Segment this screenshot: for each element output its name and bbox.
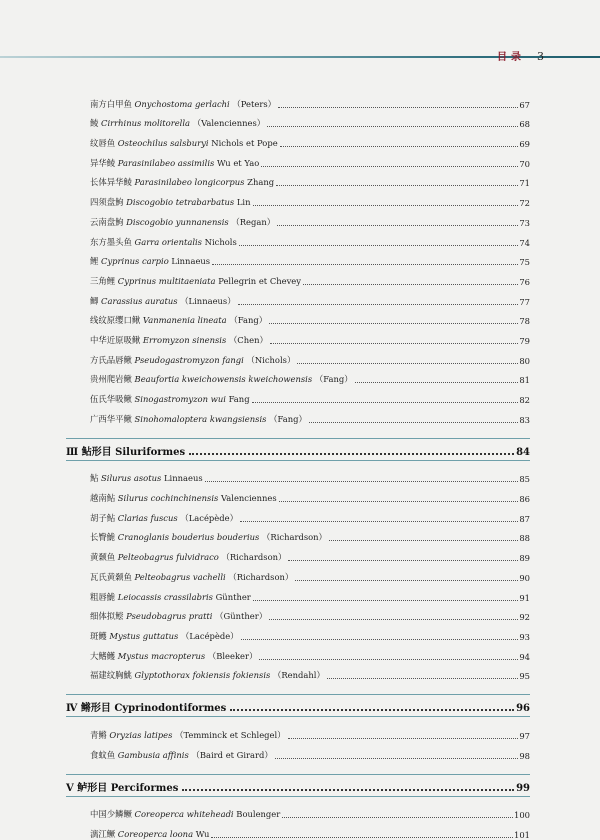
- entry-page-number: 80: [519, 355, 530, 366]
- running-head: [497, 48, 544, 63]
- dot-leader: [297, 363, 518, 364]
- entry-author: （Temminck et Schlegel）: [175, 729, 286, 740]
- entry-scientific-name: Cranoglanis bouderius bouderius: [117, 532, 260, 543]
- section-heading-text: [66, 699, 226, 714]
- entry-author: （Lacépède）: [180, 630, 239, 641]
- entry-scientific-name: Pseudogastromyzon fangi: [134, 354, 244, 365]
- dot-leader: [275, 758, 519, 759]
- entry-author: Pellegrin et Chevey: [218, 275, 301, 286]
- entry-chinese-name: 贵州爬岩鳅: [90, 374, 132, 385]
- entry-page-number: 91: [519, 592, 530, 603]
- entry-author: （Richardson）: [228, 571, 294, 582]
- entry-author: （Fang）: [269, 413, 307, 424]
- entry-scientific-name: Coreoperca whiteheadi: [134, 809, 234, 820]
- section-latin-name: Siluriformes: [115, 446, 186, 458]
- entry-author: （Günther）: [215, 611, 268, 622]
- entry-chinese-name: 长臀鮠: [90, 532, 116, 543]
- section-rule: [66, 796, 530, 797]
- toc-entry[interactable]: [66, 267, 530, 287]
- toc-entry[interactable]: [66, 346, 530, 366]
- entry-text: [90, 591, 251, 603]
- entry-text: [90, 137, 278, 149]
- entry-page-number: 93: [519, 631, 530, 642]
- toc-entry[interactable]: [66, 820, 530, 840]
- entry-page-number: 79: [519, 335, 530, 346]
- toc-entry[interactable]: [66, 484, 530, 504]
- entry-scientific-name: Parasinilabeo longicorpus: [134, 177, 245, 188]
- toc-entry[interactable]: [66, 385, 530, 405]
- entry-chinese-name: 鲇: [90, 473, 99, 484]
- entry-scientific-name: Discogobio tetrabarbatus: [126, 197, 235, 208]
- entry-author: （Fang）: [314, 374, 353, 385]
- section-rule: [66, 460, 530, 461]
- entry-page-number: 86: [519, 494, 530, 505]
- entry-scientific-name: Silurus cochinchinensis: [117, 493, 219, 504]
- dot-leader: [288, 738, 519, 739]
- dot-leader: [279, 501, 519, 502]
- dot-leader: [267, 126, 518, 127]
- dot-leader: [230, 709, 514, 711]
- section-heading-text: [66, 443, 185, 458]
- entry-page-number: 92: [519, 612, 530, 623]
- entry-scientific-name: Onychostoma gerlachi: [134, 98, 230, 109]
- toc-entry[interactable]: [66, 287, 530, 307]
- entry-scientific-name: Carassius auratus: [101, 295, 178, 306]
- section-heading[interactable]: [66, 439, 530, 458]
- entry-chinese-name: 方氏品唇鳅: [90, 354, 132, 365]
- toc-entry[interactable]: [66, 110, 530, 130]
- entry-author: （Chen）: [228, 334, 268, 345]
- entry-page-number: 85: [519, 474, 530, 485]
- entry-scientific-name: Parasinilabeo assimilis: [117, 157, 215, 168]
- section-latin-name: Perciformes: [110, 782, 179, 794]
- entry-scientific-name: Leiocassis crassilabris: [117, 591, 213, 602]
- entry-text: [90, 176, 274, 188]
- entry-scientific-name: Cyprinus carpio: [101, 256, 169, 267]
- entry-text: [90, 275, 301, 287]
- entry-scientific-name: Glyptothorax fokiensis fokiensis: [134, 670, 271, 681]
- entry-author: （Fang）: [229, 315, 268, 326]
- toc-entry[interactable]: [66, 405, 530, 425]
- section-heading[interactable]: [66, 775, 530, 794]
- entry-scientific-name: Pelteobagrus vachelli: [134, 571, 226, 582]
- entry-scientific-name: Cyprinus multitaeniata: [117, 275, 216, 286]
- entry-chinese-name: 四须盘鮈: [90, 197, 124, 208]
- toc-entry[interactable]: [66, 465, 530, 485]
- entry-scientific-name: Pseudobagrus pratti: [126, 611, 213, 622]
- section-page-number: 96: [516, 703, 530, 715]
- entry-scientific-name: Erromyzon sinensis: [142, 334, 227, 345]
- section-page-number: 84: [516, 446, 530, 458]
- toc-entry[interactable]: [66, 543, 530, 563]
- toc-entry[interactable]: [66, 801, 530, 821]
- dot-leader: [253, 205, 519, 206]
- entry-chinese-name: 中华近原吸鳅: [90, 334, 141, 345]
- toc-entry[interactable]: [66, 622, 530, 642]
- entry-scientific-name: Mystus macropterus: [117, 650, 206, 661]
- dot-leader: [253, 600, 519, 601]
- entry-page-number: 87: [519, 513, 530, 524]
- entry-text: [90, 196, 251, 208]
- entry-chinese-name: 纹唇鱼: [90, 138, 116, 149]
- entry-author: Zhang: [247, 177, 275, 188]
- entry-page-number: 72: [519, 198, 530, 209]
- section-numeral: Ⅴ: [66, 782, 74, 794]
- section-heading[interactable]: [66, 695, 530, 714]
- entry-chinese-name: 鲤: [90, 256, 99, 267]
- toc-entry[interactable]: [66, 90, 530, 110]
- entry-author: （Lacépède）: [180, 512, 238, 523]
- dot-leader: [240, 521, 518, 522]
- entry-author: （Linnaeus）: [180, 295, 236, 306]
- entry-author: （Bleeker）: [207, 650, 258, 661]
- section-divider: [66, 681, 530, 695]
- entry-chinese-name: 伍氏华吸鳅: [90, 394, 132, 404]
- dot-leader: [211, 837, 513, 838]
- entry-chinese-name: 食蚊鱼: [90, 749, 116, 760]
- entry-author: Linnaeus: [171, 256, 211, 267]
- entry-page-number: 74: [519, 237, 530, 248]
- entry-text: [90, 354, 295, 366]
- entry-chinese-name: 青鳉: [90, 729, 107, 740]
- entry-scientific-name: Mystus guttatus: [109, 630, 179, 641]
- toc-entry[interactable]: [66, 662, 530, 682]
- entry-page-number: 71: [519, 178, 530, 189]
- dot-leader: [205, 481, 519, 482]
- toc-entry[interactable]: [66, 603, 530, 623]
- toc-section: [66, 439, 530, 682]
- toc-entry[interactable]: [66, 741, 530, 761]
- entry-text: [90, 216, 275, 228]
- entry-scientific-name: Coreoperca loona: [117, 829, 194, 839]
- entry-page-number: 97: [519, 730, 530, 741]
- entry-chinese-name: 线纹原缨口鳅: [90, 315, 141, 326]
- entry-chinese-name: 细体拟鲿: [90, 611, 124, 622]
- entry-chinese-name: 异华鲮: [90, 157, 116, 168]
- header-page-number: 3: [537, 50, 544, 63]
- entry-scientific-name: Garra orientalis: [134, 236, 202, 247]
- toc-entry[interactable]: [66, 228, 530, 248]
- entry-page-number: 75: [519, 257, 530, 268]
- entry-text: [90, 472, 203, 484]
- entry-chinese-name: 长体异华鲮: [90, 177, 132, 188]
- section-chinese-name: 鳉形目: [80, 703, 111, 715]
- entry-page-number: 76: [519, 276, 530, 287]
- entry-text: [90, 98, 276, 110]
- entry-text: [90, 729, 286, 741]
- dot-leader: [278, 107, 518, 108]
- entry-author: （Regan）: [231, 216, 276, 227]
- toc-section: [66, 695, 530, 760]
- entry-page-number: 68: [519, 119, 530, 130]
- entry-scientific-name: Gambusia affinis: [117, 749, 189, 760]
- entry-text: [90, 295, 236, 307]
- dot-leader: [239, 245, 519, 246]
- entry-chinese-name: 瓦氏黄颡鱼: [90, 571, 132, 582]
- dot-leader: [269, 323, 518, 324]
- entry-page-number: 94: [519, 651, 530, 662]
- entry-text: [90, 314, 267, 326]
- entry-author: Fang: [228, 394, 250, 404]
- dot-leader: [327, 678, 519, 679]
- section-numeral: Ⅲ: [66, 446, 79, 458]
- entry-chinese-name: 南方白甲鱼: [90, 98, 132, 109]
- entry-page-number: 83: [519, 414, 530, 425]
- entry-author: （Baird et Girard）: [191, 749, 273, 760]
- entry-chinese-name: 云南盘鮈: [90, 216, 124, 227]
- dot-leader: [282, 817, 513, 818]
- entry-scientific-name: Cirrhinus molitorella: [101, 118, 191, 129]
- entry-chinese-name: 胡子鲇: [90, 512, 116, 523]
- entry-author: Nichols et Pope: [211, 138, 278, 149]
- dot-leader: [295, 580, 518, 581]
- entry-text: [90, 630, 239, 642]
- entry-chinese-name: 三角鲤: [90, 275, 116, 286]
- entry-page-number: 98: [519, 750, 530, 761]
- entry-author: Lin: [236, 197, 251, 208]
- entry-scientific-name: Clarias fuscus: [117, 512, 178, 523]
- entry-page-number: 70: [519, 158, 530, 169]
- toc-entry[interactable]: [66, 583, 530, 603]
- dot-leader: [241, 639, 519, 640]
- entry-page-number: 101: [514, 830, 530, 840]
- entry-scientific-name: Beaufortia kweichowensis kweichowensis: [134, 374, 313, 385]
- entry-text: [90, 531, 327, 543]
- entry-text: [90, 828, 209, 840]
- section-chinese-name: 鲈形目: [77, 782, 108, 794]
- toc-entry[interactable]: [66, 129, 530, 149]
- toc-entry[interactable]: [66, 326, 530, 346]
- entry-page-number: 82: [519, 395, 530, 405]
- dot-leader: [238, 304, 519, 305]
- entry-text: [90, 157, 259, 169]
- entry-chinese-name: 福建纹胸鮡: [90, 670, 132, 681]
- dot-leader: [259, 659, 518, 660]
- entry-author: Günther: [215, 591, 251, 602]
- entry-page-number: 73: [519, 217, 530, 228]
- entry-author: （Richardson）: [262, 532, 327, 543]
- entry-text: [90, 236, 237, 248]
- entry-page-number: 78: [519, 316, 530, 327]
- dot-leader: [277, 225, 518, 226]
- toc-entry[interactable]: [66, 169, 530, 189]
- entry-text: [90, 492, 277, 504]
- section-rule: [66, 716, 530, 717]
- dot-leader: [212, 264, 518, 265]
- toc-entry[interactable]: [66, 721, 530, 741]
- entry-page-number: 89: [519, 553, 530, 564]
- entry-chinese-name: 漓江鳜: [90, 829, 116, 839]
- section-latin-name: Cyprinodontiformes: [114, 703, 227, 715]
- entry-text: [90, 373, 353, 385]
- dot-leader: [280, 146, 519, 147]
- entry-page-number: 77: [519, 296, 530, 307]
- dot-leader: [261, 166, 518, 167]
- dot-leader: [303, 284, 518, 285]
- entry-text: [90, 551, 286, 563]
- entry-chinese-name: 越南鲇: [90, 493, 116, 504]
- entry-chinese-name: 中国少鳞鳜: [90, 809, 132, 820]
- entry-chinese-name: 黄颡鱼: [90, 552, 116, 563]
- section-chinese-name: 鲇形目: [81, 446, 112, 458]
- dot-leader: [276, 185, 518, 186]
- entry-author: （Nichols）: [246, 354, 296, 365]
- section-divider: [66, 761, 530, 775]
- entry-page-number: 95: [519, 671, 530, 682]
- entry-scientific-name: Osteochilus salsburyi: [117, 138, 209, 149]
- toc-entry[interactable]: [66, 504, 530, 524]
- entry-text: [90, 808, 280, 820]
- entry-author: Linnaeus: [163, 473, 203, 484]
- dot-leader: [355, 382, 519, 383]
- entry-author: Nichols: [204, 236, 237, 247]
- dot-leader: [269, 619, 518, 620]
- entry-page-number: 100: [514, 810, 530, 821]
- entry-text: [90, 571, 293, 583]
- entry-text: [90, 610, 267, 622]
- entry-text: [90, 413, 307, 425]
- toc-entry[interactable]: [66, 208, 530, 228]
- entry-chinese-name: 广西华平鳅: [90, 413, 132, 424]
- entry-text: [90, 393, 250, 405]
- entry-scientific-name: Sinogastromyzon wui: [134, 394, 226, 404]
- entry-author: （Peters）: [232, 98, 276, 109]
- entry-text: [90, 512, 238, 524]
- section-heading-text: [66, 779, 178, 794]
- entry-text: [90, 117, 265, 129]
- entry-text: [90, 650, 257, 662]
- entry-page-number: 67: [519, 99, 530, 110]
- entry-page-number: 69: [519, 139, 530, 150]
- entry-chinese-name: 斑鳠: [90, 630, 107, 641]
- entry-chinese-name: 东方墨头鱼: [90, 236, 132, 247]
- entry-author: （Valenciennes）: [192, 118, 266, 129]
- toc-entry[interactable]: [66, 366, 530, 386]
- entry-text: [90, 334, 268, 346]
- entry-text: [90, 749, 273, 761]
- entry-author: Boulenger: [236, 809, 281, 820]
- dot-leader: [288, 560, 518, 561]
- entry-chinese-name: 鲮: [90, 118, 99, 129]
- entry-scientific-name: Discogobio yunnanensis: [126, 216, 229, 227]
- toc-entry[interactable]: [66, 248, 530, 268]
- entry-text: [90, 669, 325, 681]
- entry-scientific-name: Silurus asotus: [101, 473, 162, 484]
- entry-page-number: 81: [519, 375, 530, 386]
- entry-scientific-name: Oryzias latipes: [109, 729, 173, 740]
- table-of-contents: [66, 90, 530, 840]
- toc-entry[interactable]: [66, 524, 530, 544]
- entry-author: Wu et Yao: [217, 157, 260, 168]
- dot-leader: [182, 789, 514, 791]
- dot-leader: [270, 343, 518, 344]
- entry-author: （Richardson）: [221, 552, 287, 563]
- dot-leader: [329, 540, 518, 541]
- entry-author: （Rendahl）: [272, 670, 325, 681]
- section-numeral: Ⅳ: [66, 703, 78, 715]
- toc-entry[interactable]: [66, 307, 530, 327]
- entry-scientific-name: Sinohomaloptera kwangsiensis: [134, 413, 267, 424]
- dot-leader: [252, 402, 519, 403]
- entry-author: Valenciennes: [221, 493, 277, 504]
- dot-leader: [189, 453, 514, 455]
- toc-entry[interactable]: [66, 563, 530, 583]
- entry-chinese-name: 大鳍鳠: [90, 650, 116, 661]
- entry-scientific-name: Pelteobagrus fulvidraco: [117, 552, 219, 563]
- entry-text: [90, 255, 210, 267]
- section-page-number: 99: [516, 782, 530, 794]
- header-title: 目录: [497, 52, 525, 63]
- entry-page-number: 88: [519, 533, 530, 544]
- entry-page-number: 90: [519, 572, 530, 583]
- entry-chinese-name: 粗唇鮠: [90, 591, 116, 602]
- toc-entry[interactable]: [66, 188, 530, 208]
- toc-entry[interactable]: [66, 642, 530, 662]
- entry-author: Wu: [195, 829, 210, 839]
- section-divider: [66, 425, 530, 439]
- entry-chinese-name: 鲫: [90, 295, 99, 306]
- toc-entry[interactable]: [66, 149, 530, 169]
- dot-leader: [309, 422, 518, 423]
- toc-section: [66, 775, 530, 840]
- entry-scientific-name: Vanmanenia lineata: [142, 315, 227, 326]
